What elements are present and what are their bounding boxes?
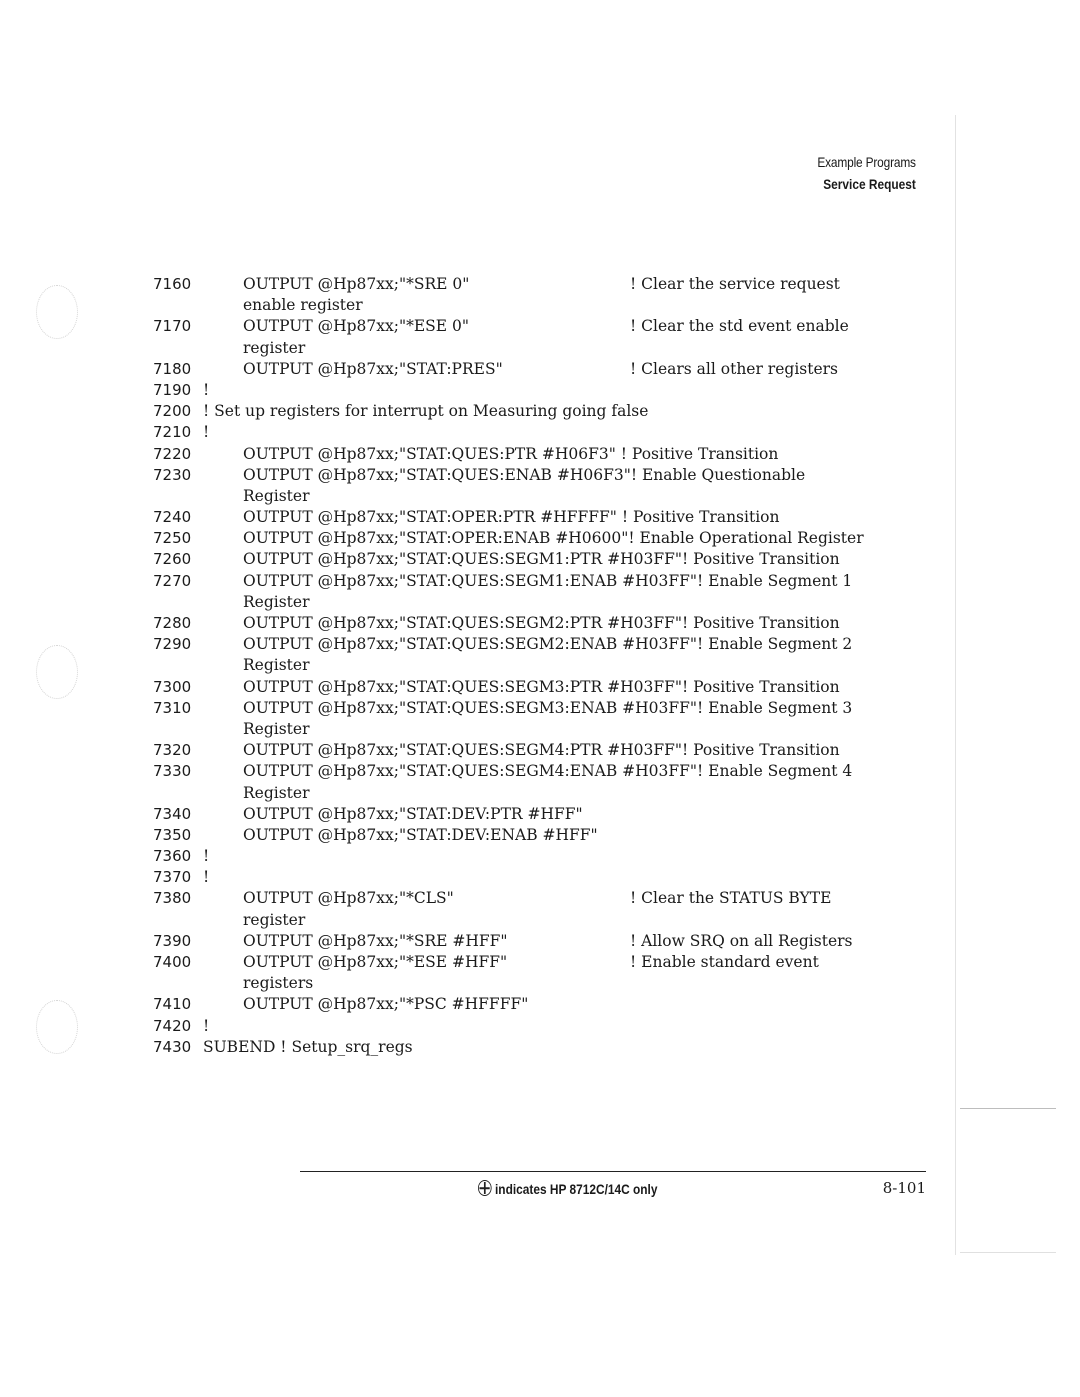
listing-row [0, 380, 1080, 401]
statement-text: ! [203, 380, 210, 399]
line-number: 7190 [153, 380, 192, 399]
header-topic-title: Service Request [823, 176, 916, 192]
code-statement: OUTPUT @Hp87xx;"*ESE #HFF" [243, 953, 508, 971]
comment-continuation: Register [243, 656, 310, 675]
line-number: 7320 [153, 741, 192, 760]
code-statement: OUTPUT @Hp87xx;"*PSC #HFFFF" [243, 995, 529, 1014]
code-statement: OUTPUT @Hp87xx;"*ESE 0" [243, 317, 470, 336]
comment-continuation: registers [243, 974, 314, 993]
code-statement: OUTPUT @Hp87xx;"STAT:QUES:SEGM2:ENAB #H03FF"! Enable Segment 2 [243, 635, 853, 654]
listing-row [0, 571, 1080, 592]
line-number: 7390 [153, 931, 192, 950]
page-edge-mark [960, 1108, 1056, 1109]
listing-row [0, 761, 1080, 782]
listing-row [0, 338, 1080, 359]
listing-row [0, 698, 1080, 719]
running-header [800, 152, 916, 196]
page-edge-mark [960, 1252, 1056, 1253]
code-statement: OUTPUT @Hp87xx;"STAT:QUES:SEGM3:ENAB #H03FF"! Enable Segment 3 [243, 698, 853, 717]
code-statement: OUTPUT @Hp87xx;"STAT:QUES:PTR #H06F3" ! Positive Transition [243, 444, 779, 463]
code-statement: OUTPUT @Hp87xx;"STAT:QUES:SEGM1:ENAB #H03FF"! Enable Segment 1 [243, 571, 853, 590]
comment-continuation: enable register [243, 296, 363, 315]
statement-text: ! Set up registers for interrupt on Measuring going false [203, 402, 649, 421]
line-number: 7380 [153, 889, 192, 908]
code-comment: ! Clears all other registers [630, 359, 838, 378]
line-number: 7430 [153, 1037, 192, 1056]
listing-row [0, 973, 1080, 994]
code-statement: OUTPUT @Hp87xx;"*SRE #HFF" [243, 931, 508, 950]
listing-row [0, 613, 1080, 634]
statement-text: ! [203, 847, 210, 866]
listing-row [0, 867, 1080, 888]
footer-note-text: indicates HP 8712C/14C only [495, 1181, 658, 1197]
listing-row [0, 825, 1080, 846]
listing-row [0, 1016, 1080, 1037]
footer-rule [300, 1171, 926, 1172]
line-number: 7350 [153, 825, 192, 844]
line-number: 7170 [153, 317, 192, 336]
code-statement: OUTPUT @Hp87xx;"*SRE 0" [243, 275, 470, 293]
comment-continuation: Register [243, 783, 310, 802]
code-statement: OUTPUT @Hp87xx;"STAT:PRES" [243, 359, 503, 378]
line-number: 7230 [153, 465, 192, 484]
line-number: 7200 [153, 402, 192, 421]
statement-text: ! [203, 1016, 210, 1035]
code-statement: OUTPUT @Hp87xx;"STAT:DEV:PTR #HFF" [243, 804, 583, 823]
code-comment: ! Clear the std event enable [630, 317, 849, 336]
comment-continuation: Register [243, 719, 310, 738]
statement-text: ! [203, 868, 210, 887]
code-statement: OUTPUT @Hp87xx;"STAT:QUES:SEGM4:PTR #H03FF"! Positive Transition [243, 741, 840, 760]
code-statement: OUTPUT @Hp87xx;"STAT:QUES:SEGM1:PTR #H03FF"! Positive Transition [243, 550, 840, 569]
listing-row [0, 295, 1080, 316]
line-number: 7400 [153, 953, 192, 971]
footer-note [478, 1180, 657, 1197]
code-comment: ! Clear the STATUS BYTE [630, 889, 832, 908]
line-number: 7270 [153, 571, 192, 590]
listing-row [0, 444, 1080, 465]
listing-row [0, 316, 1080, 337]
line-number: 7160 [153, 275, 192, 293]
code-statement: OUTPUT @Hp87xx;"STAT:QUES:SEGM3:PTR #H03FF"! Positive Transition [243, 677, 840, 696]
line-number: 7250 [153, 529, 192, 548]
line-number: 7420 [153, 1016, 192, 1035]
listing-row [0, 952, 1080, 973]
code-statement: OUTPUT @Hp87xx;"STAT:QUES:SEGM2:PTR #H03FF"! Positive Transition [243, 614, 840, 632]
listing-row [0, 910, 1080, 931]
listing-row [0, 549, 1080, 570]
code-statement: OUTPUT @Hp87xx;"STAT:DEV:ENAB #HFF" [243, 825, 598, 844]
listing-row [0, 719, 1080, 740]
listing-row [0, 359, 1080, 380]
listing-row [0, 846, 1080, 867]
line-number: 7340 [153, 804, 192, 823]
listing-row [0, 401, 1080, 422]
listing-row [0, 274, 1080, 295]
comment-continuation: register [243, 910, 306, 929]
listing-row [0, 592, 1080, 613]
code-statement: OUTPUT @Hp87xx;"STAT:OPER:ENAB #H0600"! Enable Operational Register [243, 529, 864, 548]
line-number: 7360 [153, 847, 192, 866]
statement-text: SUBEND ! Setup_srq_regs [203, 1037, 413, 1056]
line-number: 7310 [153, 698, 192, 717]
program-listing [0, 274, 1080, 1058]
listing-row [0, 888, 1080, 909]
line-number: 7180 [153, 359, 192, 378]
statement-text: ! [203, 423, 210, 442]
listing-row [0, 804, 1080, 825]
listing-row [0, 931, 1080, 952]
line-number: 7300 [153, 677, 192, 696]
code-comment: ! Allow SRQ on all Registers [630, 931, 853, 950]
code-statement: OUTPUT @Hp87xx;"STAT:QUES:ENAB #H06F3"! Enable Questionable [243, 465, 806, 484]
listing-row [0, 422, 1080, 443]
code-statement: OUTPUT @Hp87xx;"STAT:QUES:SEGM4:ENAB #H03FF"! Enable Segment 4 [243, 762, 853, 781]
line-number: 7210 [153, 423, 192, 442]
listing-row [0, 507, 1080, 528]
line-number: 7370 [153, 868, 192, 887]
listing-row [0, 994, 1080, 1015]
comment-continuation: Register [243, 592, 310, 611]
page-number: 8-101 [882, 1179, 926, 1197]
line-number: 7330 [153, 762, 192, 781]
line-number: 7280 [153, 614, 192, 632]
hp-8712c-14c-symbol-icon [478, 1180, 492, 1196]
listing-row [0, 677, 1080, 698]
listing-row [0, 1037, 1080, 1058]
line-number: 7410 [153, 995, 192, 1014]
line-number: 7260 [153, 550, 192, 569]
line-number: 7290 [153, 635, 192, 654]
line-number: 7220 [153, 444, 192, 463]
listing-row [0, 486, 1080, 507]
comment-continuation: register [243, 338, 306, 357]
listing-row [0, 528, 1080, 549]
code-comment: ! Enable standard event [630, 953, 819, 971]
listing-row [0, 465, 1080, 486]
code-statement: OUTPUT @Hp87xx;"STAT:OPER:PTR #HFFFF" ! Positive Transition [243, 508, 780, 527]
code-statement: OUTPUT @Hp87xx;"*CLS" [243, 889, 454, 908]
header-section-title: Example Programs [817, 154, 916, 170]
code-comment: ! Clear the service request [630, 275, 840, 293]
listing-row [0, 634, 1080, 655]
listing-row [0, 655, 1080, 676]
listing-row [0, 783, 1080, 804]
line-number: 7240 [153, 508, 192, 527]
comment-continuation: Register [243, 486, 310, 505]
listing-row [0, 740, 1080, 761]
